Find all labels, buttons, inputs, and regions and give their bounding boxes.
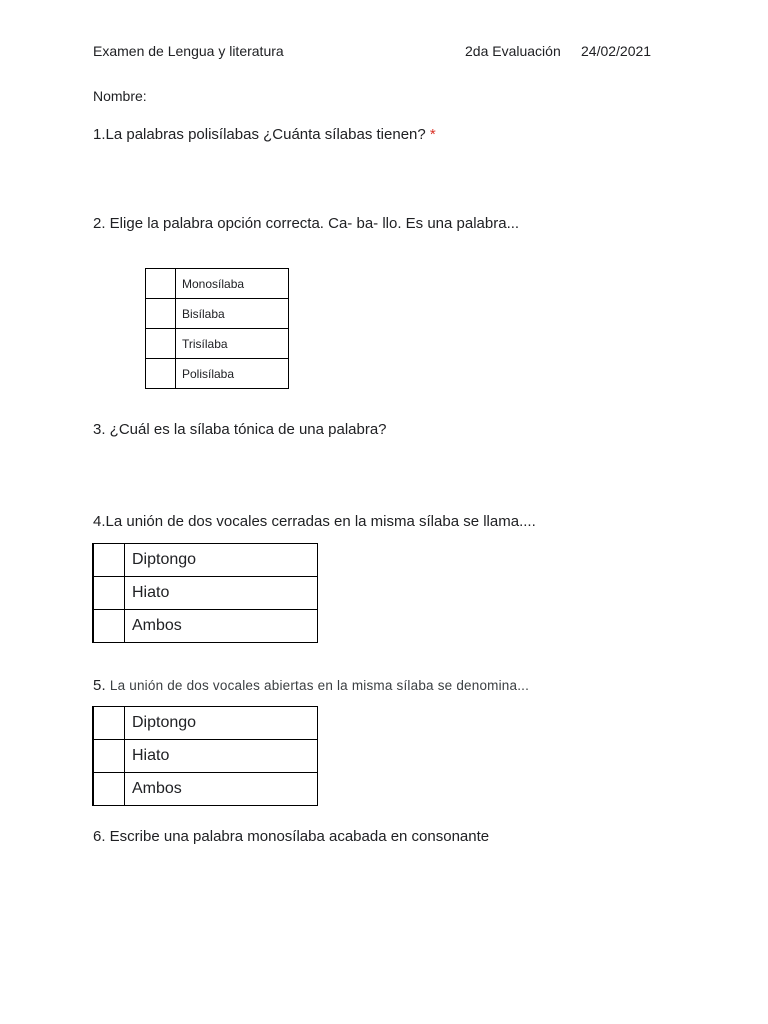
option-row: [146, 359, 289, 389]
option-row: [93, 773, 318, 806]
answer-checkbox[interactable]: [146, 299, 176, 329]
option-row: [146, 269, 289, 299]
option-label: Diptongo: [125, 707, 318, 740]
option-label: Trisílaba: [176, 329, 289, 359]
option-label: Ambos: [125, 773, 318, 806]
question-4-text: 4.La unión de dos vocales cerradas en la misma sílaba se llama....: [93, 513, 536, 530]
option-row: [93, 577, 318, 610]
answer-checkbox[interactable]: [93, 577, 125, 610]
name-label: Nombre:: [93, 88, 147, 104]
question-5-number: 5.: [93, 677, 106, 694]
option-row: [146, 329, 289, 359]
question-2-options: [145, 268, 289, 389]
option-row: [93, 544, 318, 577]
option-label: Monosílaba: [176, 269, 289, 299]
question-6-text: 6. Escribe una palabra monosílaba acabada en consonante: [93, 828, 490, 845]
question-5-text: La unión de dos vocales abiertas en la misma sílaba se denomina...: [109, 678, 530, 693]
evaluation-label: 2da Evaluación: [465, 43, 561, 59]
question-4-options: [92, 543, 318, 643]
option-label: Ambos: [125, 610, 318, 643]
question-1-text: 1.La palabras polisílabas ¿Cuánta sílabas tienen?: [93, 126, 426, 143]
answer-checkbox[interactable]: [93, 610, 125, 643]
option-label: Hiato: [125, 740, 318, 773]
question-5: [93, 677, 529, 694]
option-row: [146, 299, 289, 329]
question-3-text: 3. ¿Cuál es la sílaba tónica de una palabra?: [93, 421, 387, 438]
answer-checkbox[interactable]: [146, 329, 176, 359]
question-1: [93, 126, 436, 143]
answer-checkbox[interactable]: [93, 740, 125, 773]
option-label: Polisílaba: [176, 359, 289, 389]
option-row: [93, 610, 318, 643]
answer-checkbox[interactable]: [93, 707, 125, 740]
question-5-options: [92, 706, 318, 806]
answer-checkbox[interactable]: [93, 773, 125, 806]
answer-checkbox[interactable]: [93, 544, 125, 577]
option-row: [93, 740, 318, 773]
answer-checkbox[interactable]: [146, 359, 176, 389]
option-label: Diptongo: [125, 544, 318, 577]
exam-date: 24/02/2021: [581, 43, 652, 59]
required-mark: *: [429, 126, 436, 143]
option-label: Hiato: [125, 577, 318, 610]
option-row: [93, 707, 318, 740]
question-2-text: 2. Elige la palabra opción correcta. Ca- ba- llo. Es una palabra...: [93, 215, 520, 232]
answer-checkbox[interactable]: [146, 269, 176, 299]
option-label: Bisílaba: [176, 299, 289, 329]
exam-title: Examen de Lengua y literatura: [93, 43, 284, 59]
